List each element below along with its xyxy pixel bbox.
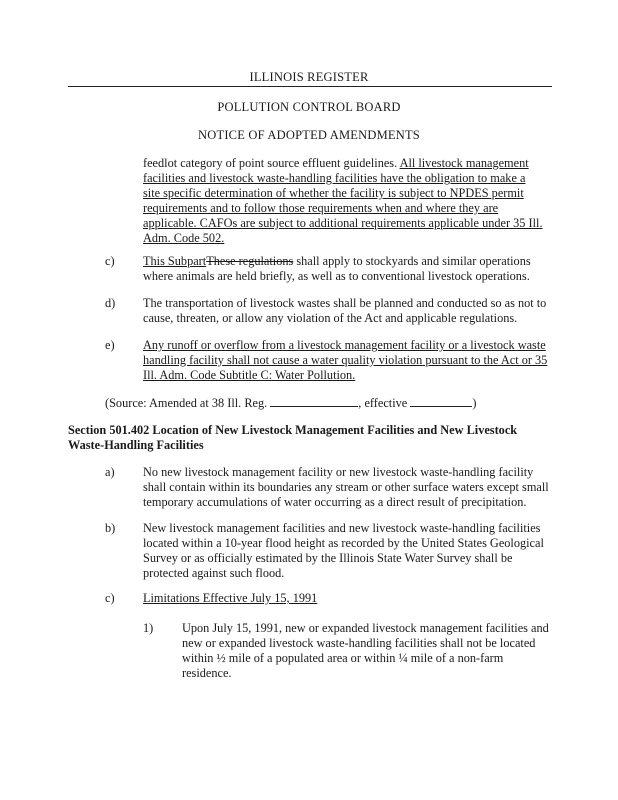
section-item-c-label: c) (105, 591, 115, 605)
section-item-a-text: No new livestock management facility or new livestock waste-handling facility shall contain within its boundaries any stream or other surface waters except small temporary accumulations of water occurring as a direct result of precipitation. (143, 465, 549, 509)
register-page-blank (270, 395, 358, 407)
section-item-b-text: New livestock management facilities and new livestock waste-handling facilities located within a 10-year flood height as recorded by the United States Geological Survey or as officially estimated by the Illinois State Water Survey shall be protected against such flood. (143, 521, 544, 580)
board-name: POLLUTION CONTROL BOARD (217, 100, 401, 114)
item-e-label: e) (105, 338, 115, 352)
subitem-1-label: 1) (143, 621, 154, 635)
item-d-text: The transportation of livestock wastes shall be planned and conducted so as not to cause, threaten, or allow any violation of the Act and applicable regulations. (143, 296, 547, 325)
source-middle: , effective (358, 396, 411, 410)
section-item-a-label: a) (105, 465, 115, 479)
notice-title: NOTICE OF ADOPTED AMENDMENTS (198, 128, 420, 142)
register-header: ILLINOIS REGISTER (249, 70, 369, 84)
intro-paragraph (143, 156, 545, 246)
section-heading: Section 501.402 Location of New Livestock Management Facilities and New Livestock Waste-Handling Facilities (68, 423, 518, 452)
header-rule (68, 86, 552, 87)
section-item-c-text: Limitations Effective July 15, 1991 (143, 591, 318, 605)
subitem-1-text: Upon July 15, 1991, new or expanded livestock management facilities and new or expanded livestock waste-handling facilities shall not be located within ½ mile of a populated area or within ¼ mile of a non-farm residence. (182, 621, 549, 680)
item-c-label: c) (105, 254, 115, 268)
section-item-b-label: b) (105, 521, 116, 535)
effective-date-blank (410, 395, 472, 407)
source-suffix: ) (472, 396, 477, 410)
intro-added-text: All livestock management facilities and livestock waste-handling facilities have the obligation to make a site specific determination of whether the facility is subject to NPDES permit requirements and to follow those requirements when and where they are applicable. CAFOs are subject to additional requirements applicable under 35 Ill. Adm. Code 502. (143, 156, 543, 245)
item-e-text: Any runoff or overflow from a livestock management facility or a livestock waste handling facility shall not cause a water quality violation pursuant to the Act or 35 Ill. Adm. Code Subtitle C: Water Pollution. (143, 338, 548, 382)
source-note (105, 395, 545, 411)
item-c-struck: These regulations (206, 254, 294, 268)
item-c-text (143, 254, 548, 284)
item-d-label: d) (105, 296, 116, 310)
item-c-rest: shall apply to stockyards and similar operations where animals are held briefly, as well as to conventional livestock operations. (143, 254, 531, 283)
intro-plain-text: feedlot category of point source effluent guidelines. (143, 156, 400, 170)
item-c-added: This Subpart (143, 254, 207, 268)
source-prefix: (Source: Amended at 38 Ill. Reg. (105, 396, 271, 410)
